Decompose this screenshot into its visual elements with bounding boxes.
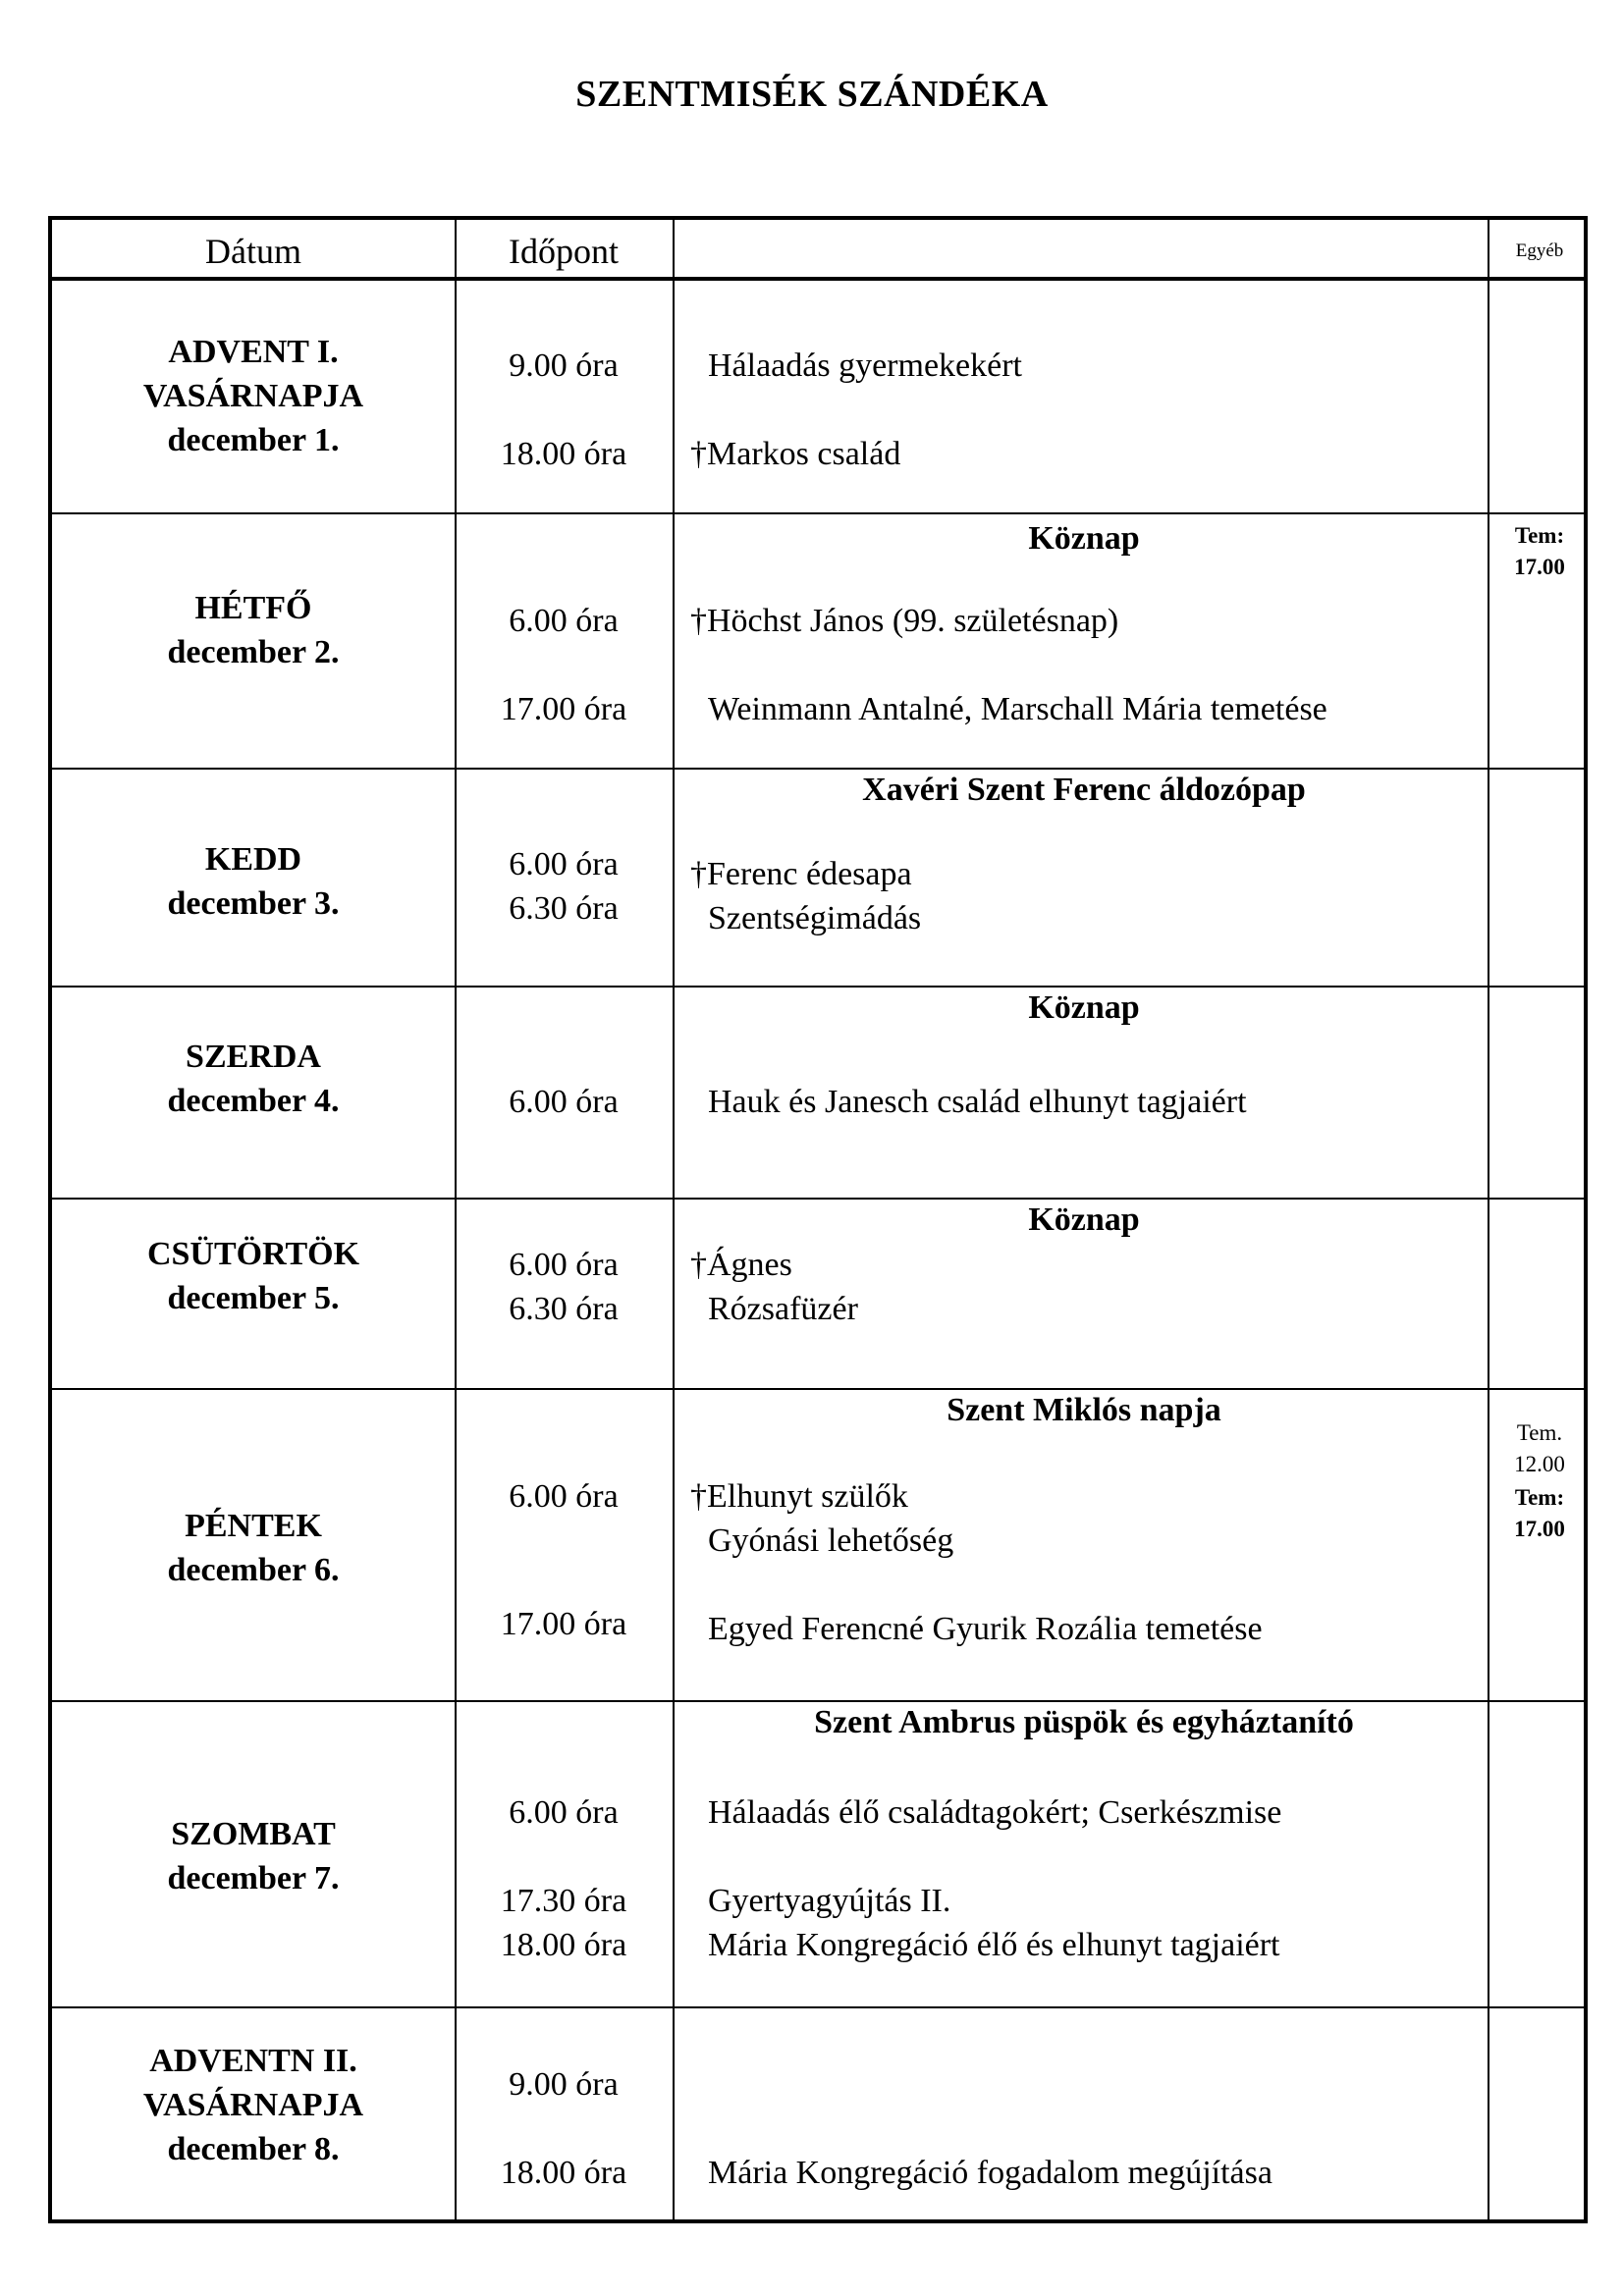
other-note: 12.00 <box>1514 1452 1565 1476</box>
header-other: Egyéb <box>1515 240 1564 261</box>
day-label-line: HÉTFŐ <box>194 590 312 626</box>
day-label-line: ADVENTN II. <box>149 2043 357 2079</box>
day-label-line: PÉNTEK <box>185 1508 322 1544</box>
mass-intention: †Elhunyt szülők <box>690 1478 908 1515</box>
feast-heading: Köznap <box>1028 1201 1140 1238</box>
day-label-line: ADVENT I. <box>168 334 339 370</box>
day-label-line: VASÁRNAPJA <box>142 378 364 414</box>
day-label-line: SZERDA <box>186 1039 321 1075</box>
mass-intention: Hálaadás élő családtagokért; Cserkészmise <box>708 1794 1282 1831</box>
mass-time: 6.00 óra <box>509 1084 619 1120</box>
other-note: Tem: <box>1514 523 1565 548</box>
mass-intention: Gyónási lehetőség <box>708 1522 954 1559</box>
mass-schedule-table <box>48 216 1588 2223</box>
day-label-line: VASÁRNAPJA <box>142 2087 364 2123</box>
mass-time: 9.00 óra <box>509 347 619 384</box>
day-label <box>52 1035 455 1123</box>
mass-time: 6.00 óra <box>509 1478 619 1515</box>
mass-intention: Szentségimádás <box>708 900 922 936</box>
row-divider <box>52 512 1584 514</box>
mass-intention: Mária Kongregáció élő és elhunyt tagjaiért <box>708 1927 1280 1963</box>
mass-time: 6.30 óra <box>509 1291 619 1327</box>
row-divider <box>52 277 1584 281</box>
day-label-line: CSÜTÖRTÖK <box>146 1236 360 1272</box>
mass-time: 6.30 óra <box>509 890 619 927</box>
row-divider <box>52 1700 1584 1702</box>
mass-intention: †Höchst János (99. születésnap) <box>690 603 1119 639</box>
mass-time: 18.00 óra <box>500 436 627 472</box>
mass-time: 18.00 óra <box>500 1927 627 1963</box>
day-label-line: december 2. <box>167 634 340 670</box>
day-label-line: december 8. <box>167 2131 340 2167</box>
day-label-line: KEDD <box>204 841 302 878</box>
mass-time: 6.00 óra <box>509 603 619 639</box>
day-label-line: december 4. <box>167 1083 340 1119</box>
day-label-line: december 5. <box>167 1280 340 1316</box>
mass-intention: †Markos család <box>690 436 901 472</box>
column-divider <box>455 220 457 2219</box>
mass-intention: Gyertyagyújtás II. <box>708 1883 951 1919</box>
row-divider <box>52 986 1584 988</box>
row-divider <box>52 1198 1584 1200</box>
mass-time: 17.00 óra <box>500 1606 627 1642</box>
day-label <box>52 1812 455 1900</box>
row-divider <box>52 1388 1584 1390</box>
feast-heading: Xavéri Szent Ferenc áldozópap <box>862 772 1306 808</box>
other-note: Tem. <box>1516 1420 1563 1445</box>
mass-intention: Egyed Ferencné Gyurik Rozália temetése <box>708 1611 1263 1647</box>
mass-intention: Rózsafüzér <box>708 1291 858 1327</box>
row-divider <box>52 2006 1584 2008</box>
day-label <box>52 330 455 462</box>
feast-heading: Köznap <box>1028 989 1140 1026</box>
mass-time: 17.30 óra <box>500 1883 627 1919</box>
day-label <box>52 1504 455 1592</box>
header-date: Dátum <box>205 232 301 271</box>
mass-intention: †Ágnes <box>690 1247 792 1283</box>
mass-time: 6.00 óra <box>509 846 619 882</box>
feast-heading: Szent Ambrus püspök és egyháztanító <box>814 1704 1354 1740</box>
row-divider <box>52 768 1584 770</box>
other-note: Tem: <box>1514 1485 1565 1510</box>
mass-time: 6.00 óra <box>509 1247 619 1283</box>
mass-time: 6.00 óra <box>509 1794 619 1831</box>
mass-intention: Hálaadás gyermekekért <box>708 347 1022 384</box>
column-divider <box>673 220 675 2219</box>
mass-time: 18.00 óra <box>500 2155 627 2191</box>
day-label <box>52 1232 455 1320</box>
page-title: SZENTMISÉK SZÁNDÉKA <box>575 74 1049 115</box>
feast-heading: Köznap <box>1028 520 1140 557</box>
day-label <box>52 2039 455 2171</box>
day-label-line: december 6. <box>167 1552 340 1588</box>
mass-intention: Weinmann Antalné, Marschall Mária temetése <box>708 691 1327 727</box>
day-label <box>52 837 455 926</box>
mass-time: 9.00 óra <box>509 2066 619 2103</box>
feast-heading: Szent Miklós napja <box>947 1392 1221 1428</box>
day-label-line: december 7. <box>167 1860 340 1896</box>
mass-time: 17.00 óra <box>500 691 627 727</box>
mass-intention: Mária Kongregáció fogadalom megújítása <box>708 2155 1272 2191</box>
mass-intention: Hauk és Janesch család elhunyt tagjaiért <box>708 1084 1247 1120</box>
day-label-line: SZOMBAT <box>171 1816 336 1852</box>
day-label-line: december 3. <box>167 885 340 922</box>
other-note: 17.00 <box>1514 1517 1565 1541</box>
day-label <box>52 586 455 674</box>
day-label-line: december 1. <box>167 422 340 458</box>
other-note: 17.00 <box>1514 555 1565 579</box>
header-time: Időpont <box>509 232 619 271</box>
mass-intention: †Ferenc édesapa <box>690 856 912 892</box>
